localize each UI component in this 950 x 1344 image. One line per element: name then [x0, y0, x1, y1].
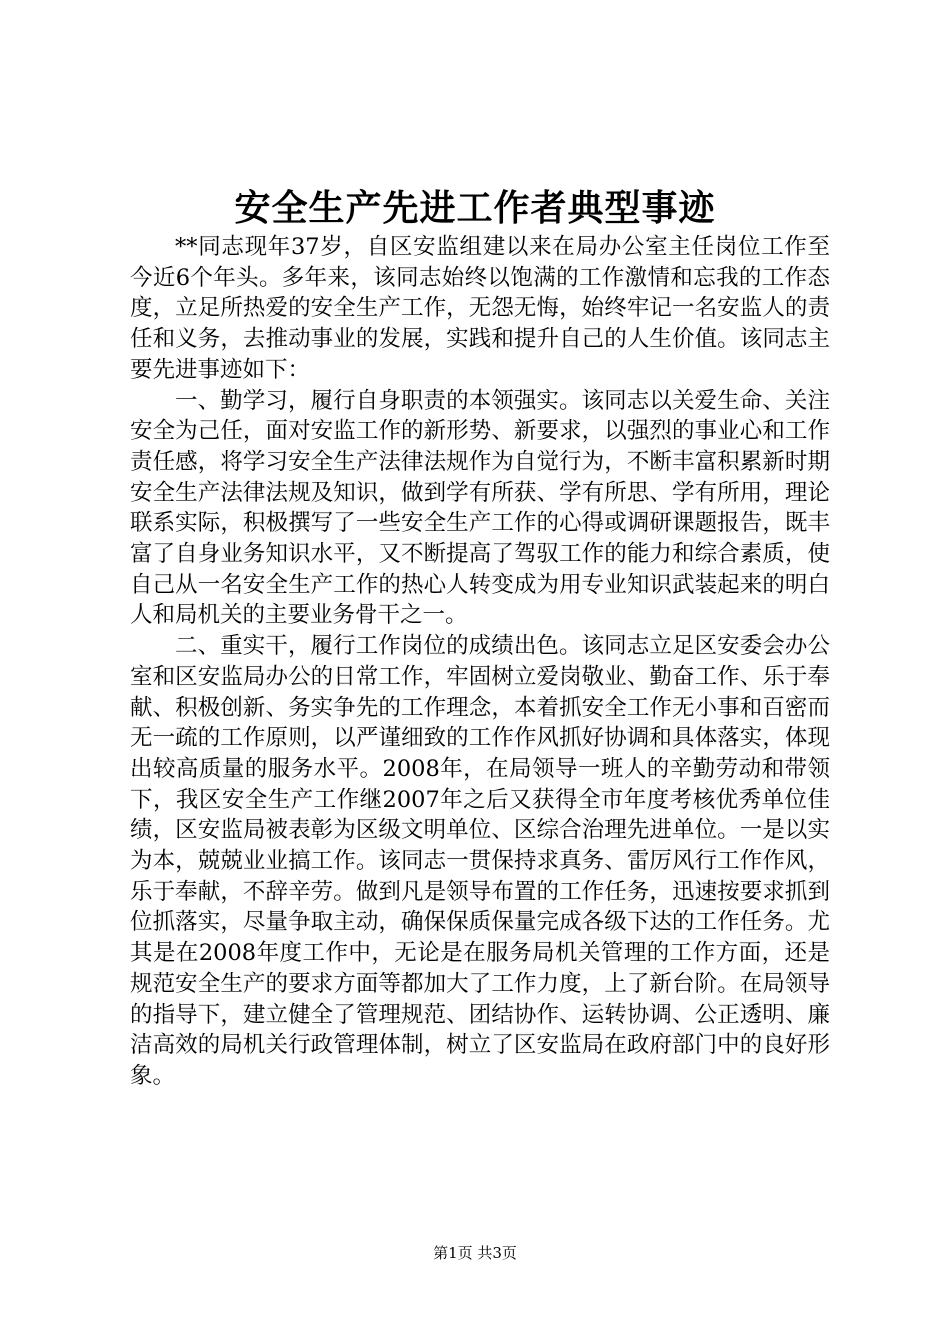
- paragraph-study: 一、勤学习，履行自身职责的本领强实。该同志以关爱生命、关注安全为己任，面对安监工作的新形势、新要求，以强烈的事业心和工作责任感，将学习安全生产法律法规作为自觉行为，不断丰富积累新时期安全生产法律法规及知识，做到学有所获、学有所思、学有所用，理论联系实际，积极撰写了一些安全生产工作的心得或调研课题报告，既丰富了自身业务知识水平，又不断提高了驾驭工作的能力和综合素质，使自己从一名安全生产工作的热心人转变成为用专业知识武装起来的明白人和局机关的主要业务骨干之一。: [130, 387, 830, 629]
- document-body: [130, 232, 830, 1092]
- paragraph-work: 二、重实干，履行工作岗位的成绩出色。该同志立足区安委会办公室和区安监局办公的日常工作，牢固树立爱岗敬业、勤奋工作、乐于奉献、积极创新、务实争先的工作理念，本着抓安全工作无小事和百密而无一疏的工作原则，以严谨细致的工作作风抓好协调和具体落实，体现出较高质量的服务水平。2008年，在局领导一班人的辛勤劳动和带领下，我区安全生产工作继2007年之后又获得全市年度考核优秀单位佳绩，区安监局被表彰为区级文明单位、区综合治理先进单位。一是以实为本，兢兢业业搞工作。该同志一贯保持求真务、雷厉风行工作作风，乐于奉献，不辞辛劳。做到凡是领导布置的工作任务，迅速按要求抓到位抓落实，尽量争取主动，确保保质保量完成各级下达的工作任务。尤其是在2008年度工作中，无论是在服务局机关管理的工作方面，还是规范安全生产的要求方面等都加大了工作力度，上了新台阶。在局领导的指导下，建立健全了管理规范、团结协作、运转协调、公正透明、廉洁高效的局机关行政管理体制，树立了区安监局在政府部门中的良好形象。: [130, 633, 830, 1089]
- paragraph-intro: **同志现年37岁，自区安监组建以来在局办公室主任岗位工作至今近6个年头。多年来，该同志始终以饱满的工作激情和忘我的工作态度，立足所热爱的安全生产工作，无怨无悔，始终牢记一名安监人的责任和义务，去推动事业的发展，实践和提升自己的人生价值。该同志主要先进事迹如下：: [130, 234, 830, 383]
- page-number: 第1页 共3页: [433, 1244, 517, 1262]
- document-title: 安全生产先进工作者典型事迹: [234, 187, 716, 229]
